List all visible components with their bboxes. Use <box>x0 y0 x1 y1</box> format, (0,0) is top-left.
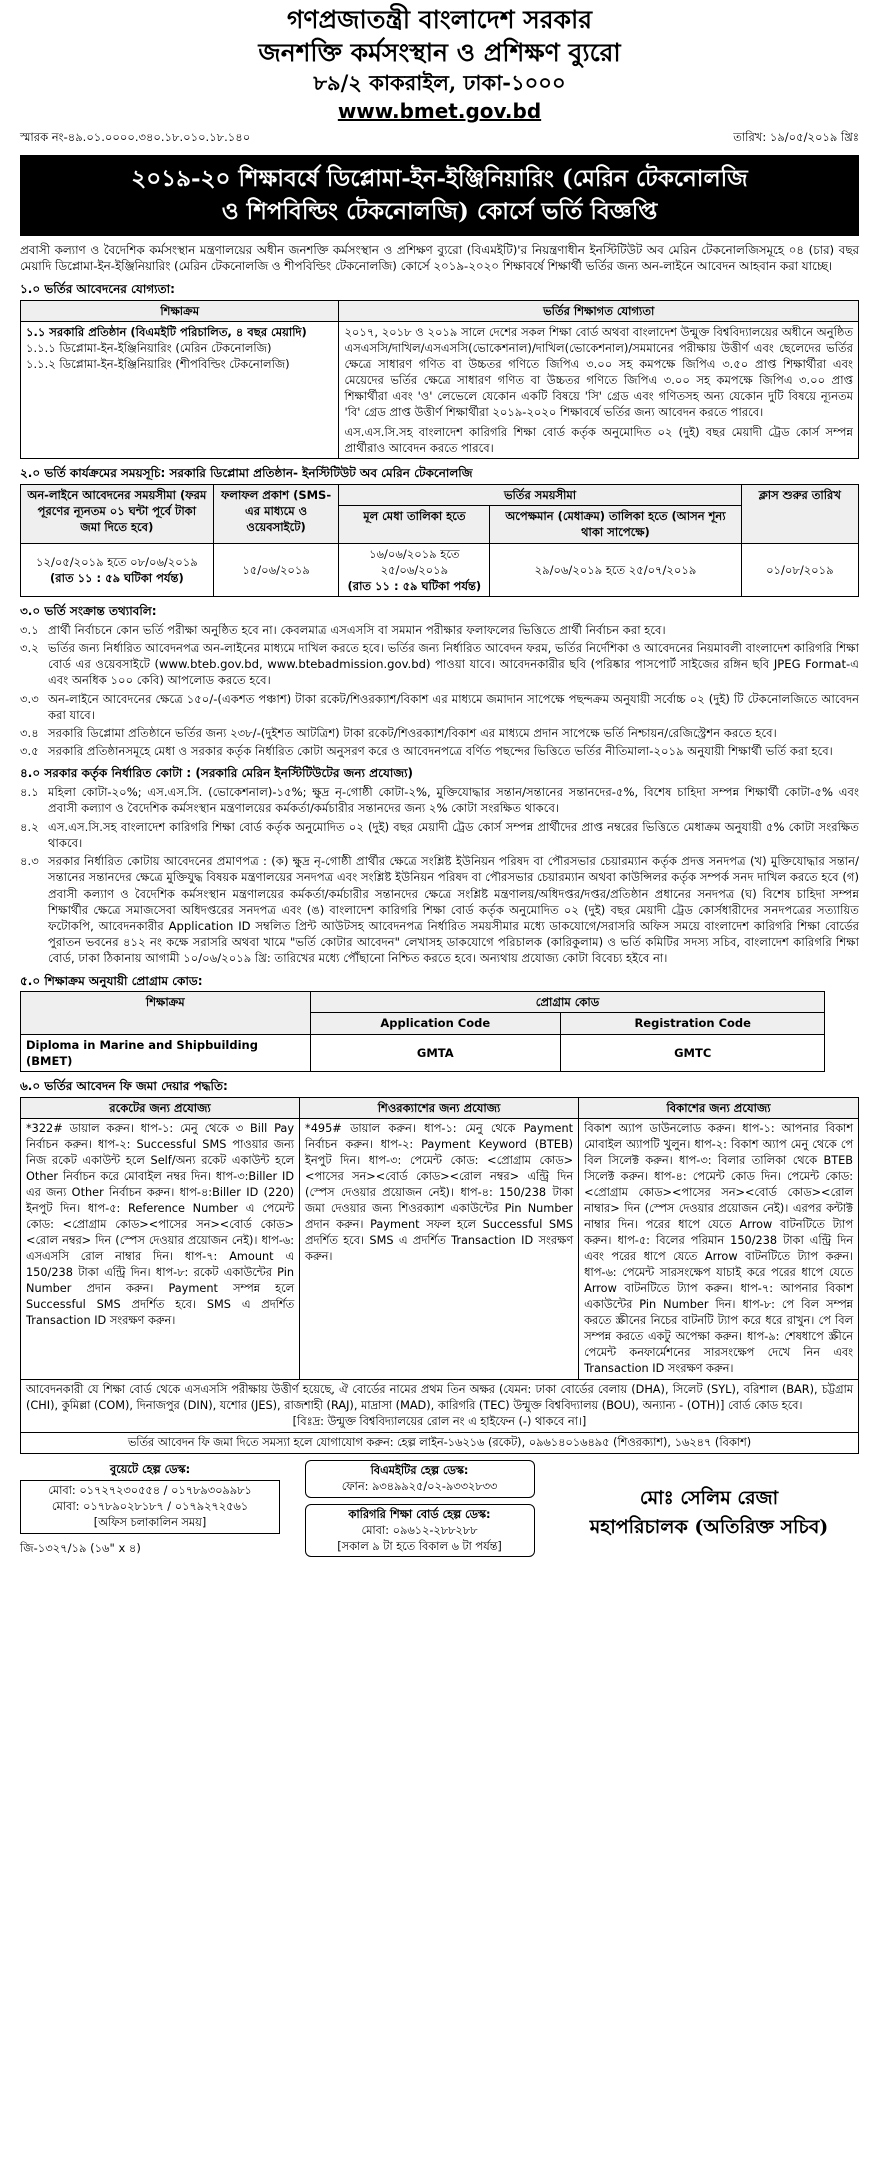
eligibility-qualification-cell <box>339 321 859 459</box>
board-code-note: [বিঃদ্র: উন্মুক্ত বিশ্ববিদ্যালয়ের রোল নং এ হাইফেন (-) থাকবে না।] <box>292 1415 587 1429</box>
item-number: ৩.৪ <box>20 725 39 740</box>
signature-block <box>559 1460 859 1541</box>
title-line-2: ও শিপবিল্ডিং টেকনোলজি) কোর্সে ভর্তি বিজ্ঞপ্তি <box>221 197 658 225</box>
qualification-trade-text: এস.এস.সি.সহ বাংলাদেশ কারিগরি শিক্ষা বোর্ড কর্তৃক অনুমোদিত ০২ (দুই) বছর মেয়াদী ট্রেড কোর্স সম্পন্ন প্রার্থীরাও আবেদন করতে পারবে। <box>344 425 853 456</box>
info-item <box>20 725 859 741</box>
info-item <box>20 743 859 759</box>
board-code-cell <box>21 1380 859 1433</box>
item-text: সরকারি ডিপ্লোমা প্রতিষ্ঠানে ভর্তির জন্য ২৩৮/-(দুইশত আটত্রিশ) টাকা রকেট/শিওরক্যাশ/বিকাশ এর মাধ্যমে প্রদান সাপেক্ষে ভর্তি নিশ্চায়ন/রেজিস্ট্রেশন করতে হবে। <box>48 725 777 740</box>
program-col-course: শিক্ষাক্রম <box>21 992 311 1034</box>
buet-help-contacts <box>20 1480 280 1533</box>
item-number: ৪.২ <box>20 819 39 834</box>
item-text: ভর্তির জন্য নির্ধারিত আবেদনপত্র অন-লাইনের মাধ্যমে দাখিল করতে হবে। ভর্তির জন্য নির্ধারিত আবেদন ফরম, ভর্তির নির্দেশিকা ও আবেদনের নিয়মাবলী বাংলাদেশ কারিগরি শিক্ষা বোর্ড এর ওয়েবসাইটে (www.bteb.gov.bd, www.btebadmission.gov.bd) পাওয়া যাবে। আবেদনকারীর ছবি (পরিষ্কার পাসপোর্ট সাইজের রঙ্গিন ছবি JPEG Format-এ এবং অনধিক ১০০ কেবি) আপলোড করতে হবে। <box>48 640 859 688</box>
item-text: প্রার্থী নির্বাচনে কোন ভর্তি পরীক্ষা অনুষ্ঠিত হবে না। কেবলমাত্র এসএসসি বা সমমান পরীক্ষার ফলাফলের ভিত্তিতে প্রার্থী নির্বাচন করা হবে। <box>48 622 666 637</box>
item-number: ৪.১ <box>20 785 39 800</box>
government-name: গণপ্রজাতন্ত্রী বাংলাদেশ সরকার <box>287 5 592 34</box>
schedule-apply-cell <box>21 543 214 596</box>
office-address: ৮৯/২ কাকরাইল, ঢাকা-১০০০ <box>313 70 566 95</box>
schedule-merit-cell <box>339 543 490 596</box>
signer-designation: মহাপরিচালক (অতিরিক্ত সচিব) <box>589 1515 829 1538</box>
program-col-application: Application Code <box>310 1013 560 1034</box>
quota-item <box>20 853 859 967</box>
bmet-phone: ফোন: ৯৩৪৯৯২৫/০২-৯৩৩২৮৩৩ <box>341 1480 498 1494</box>
application-code: GMTA <box>310 1034 560 1071</box>
item-text: এস.এস.সি.সহ বাংলাদেশ কারিগরি শিক্ষা বোর্ড কর্তৃক অনুমোদিত ০২ (দুই) বছর মেয়াদী ট্রেড কোর্স সম্পন্ন প্রার্থীদের প্রাপ্ত নম্বরের ভিত্তিতে মেধাক্রম অনুযায়ী ৫% কোটা সংরক্ষিত থাকবে। <box>48 819 859 850</box>
memo-number: স্মারক নং-৪৯.০১.০০০০.৩৪০.১৮.০১০.১৮.১৪০ <box>20 130 251 145</box>
buet-hours: [অফিস চলাকালিন সময়] <box>93 1515 207 1529</box>
item-number: ৪.৩ <box>20 854 39 869</box>
schedule-col-merit: মূল মেধা তালিকা হতে <box>339 506 490 543</box>
section-2-heading: ২.০ ভর্তি কার্যক্রমের সময়সূচি: সরকারি ডিপ্লোমা প্রতিষ্ঠান- ইনস্টিটিউট অব মেরিন টেকনোলজি <box>20 466 473 481</box>
program-course-name: Diploma in Marine and Shipbuilding (BMET) <box>21 1034 311 1071</box>
apply-dates: ১২/০৫/২০১৯ হতে ০৮/০৬/২০১৯ <box>36 554 198 569</box>
merit-deadline: (রাত ১১ : ৫৯ ঘটিকা পর্যন্ত) <box>347 578 482 593</box>
buet-phone-2: মোবা: ০১৭৮৯০২৮১৮৭ / ০১৭৯২৭২৫৬১ <box>51 1499 249 1513</box>
item-number: ৩.২ <box>20 640 39 655</box>
program-col-registration: Registration Code <box>560 1013 824 1034</box>
buet-phone-1: মোবা: ০১৭২৭২৩০৫৫৪ / ০১৭৮৯৩০৯৯৮১ <box>48 1484 252 1498</box>
info-item <box>20 691 859 723</box>
section-5-heading: ৫.০ শিক্ষাক্রম অনুযায়ী প্রোগ্রাম কোড: <box>20 973 203 988</box>
bureau-name: জনশক্তি কর্মসংস্থান ও প্রশিক্ষণ ব্যুরো <box>258 37 621 67</box>
payment-col-surecash: শিওরক্যাশের জন্য প্রযোজ্য <box>300 1097 579 1118</box>
center-help-desks <box>305 1460 535 1557</box>
eligibility-table <box>20 300 859 460</box>
notice-title-banner <box>20 155 859 235</box>
waiting-dates: ২৯/০৬/২০১৯ হতে ২৫/০৭/২০১৯ <box>490 543 741 596</box>
bteb-help-desk <box>305 1504 535 1557</box>
quota-item <box>20 784 859 816</box>
schedule-col-admission: ভর্তির সময়সীমা <box>339 485 741 506</box>
item-text: সরকারি প্রতিষ্ঠানসমূহে মেধা ও সরকার কর্তৃক নির্ধারিত কোটা অনুসরণ করে ও আবেদনপত্রে বর্ণিত পছন্দের ভিত্তিতে ভর্তির নীতিমালা-২০১৯ অনুযায়ী শিক্ষার্থী ভর্তি করা হবে। <box>48 744 833 759</box>
header <box>20 4 859 145</box>
buet-help-desk <box>20 1460 280 1555</box>
surecash-instructions: *495# ডায়াল করুন। ধাপ-১: মেনু থেকে Payment নির্বাচন করুন। ধাপ-২: Payment Keyword (BTEB) ইনপুট দিন। ধাপ-৩: পেমেন্ট কোড: <প্রোগ্রাম কোড><পাসের সন><বোর্ড কোড><রোল নম্বর> এন্ট্রি দিন (স্পেস দেওয়ার প্রয়োজন নেই)। ধাপ-৪: 150/238 টাকা জমা দেওয়ার জন্য শিওরক্যাশ একাউন্টের Pin Number প্রদান করুন। Payment সফল হলে Successful SMS প্রদর্শিত হবে। SMS এ প্রদর্শিত Transaction ID সংরক্ষণ করুন। <box>300 1118 579 1380</box>
title-line-1: ২০১৯-২০ শিক্ষাবর্ষে ডিপ্লোমা-ইন-ইঞ্জিনিয়ারিং (মেরিন টেকনোলজি <box>131 165 748 193</box>
section-3-heading: ৩.০ ভর্তি সংক্রান্ত তথ্যাবলি: <box>20 603 157 618</box>
section-4-heading: ৪.০ সরকার কর্তৃক নির্ধারিত কোটা : (সরকারি মেরিন ইনস্টিটিউটের জন্য প্রযোজ্য) <box>20 766 414 781</box>
program-code-table <box>20 991 825 1071</box>
board-code-text: আবেদনকারী যে শিক্ষা বোর্ড থেকে এসএসসি পরীক্ষায় উত্তীর্ণ হয়েছে, ঐ বোর্ডের নামের প্রথম তিন অক্ষর (যেমন: ঢাকা বোর্ডের বেলায় (DHA), সিলেট (SYL), বরিশাল (BAR), চট্টগ্রাম (CHI), কুমিল্লা (COM), দিনাজপুর (DIN), যশোর (JES), রাজশাহী (RAJ), মাদ্রাসা (MAD), কারিগরি (TEC) উন্মুক্ত বিশ্ববিদ্যালয় (BOU), অন্যান্য - (OTH)] বোর্ড কোড হবে। <box>26 1383 853 1413</box>
payment-col-bkash: বিকাশের জন্য প্রযোজ্য <box>579 1097 859 1118</box>
schedule-col-waiting: অপেক্ষমান (মেধাক্রম) তালিকা হতে (আসন শূন্য থাকা সাপেক্ষে) <box>490 506 741 543</box>
schedule-table <box>20 484 859 597</box>
bteb-phone: মোবা: ০৯৬১২-২৮৮২৮৮ <box>361 1523 478 1537</box>
bteb-help-title: কারিগরি শিক্ষা বোর্ড হেল্প ডেস্ক: <box>348 1507 491 1521</box>
bmet-help-title: বিএমইটির হেল্প ডেস্ক: <box>370 1464 469 1478</box>
item-text: সরকার নির্ধারিত কোটায় আবেদনের প্রমাণপত্র : (ক) ক্ষুদ্র নৃ-গোষ্ঠী প্রার্থীর ক্ষেত্রে সংশ্লিষ্ট ইউনিয়ন পরিষদ বা পৌরসভার চেয়ারম্যান কর্তৃক প্রদত্ত সনদপত্র (খ) মুক্তিযোদ্ধার সন্তান/সন্তানের সন্তানদের ক্ষেত্রে মুক্তিযুদ্ধ বিষয়ক মন্ত্রণালয়ের সনদপত্র এবং সংশ্লিষ্ট ইউনিয়ন পরিষদ বা পৌরসভার চেয়ারম্যান অথবা কাউন্সিলর কর্তৃক সম্পর্ক সনদ দাখিল করতে হবে (গ) প্রবাসী কল্যাণ ও বৈদেশিক কর্মসংস্থান মন্ত্রণালয়ের কর্মকর্তা/কর্মচারীর সন্তানদের ক্ষেত্রে সংশ্লিষ্ট মন্ত্রণালয়/অধিদপ্তর/দপ্তর/প্রতিষ্ঠান প্রধানের সনদপত্র (ঘ) বিশেষ চাহিদা সম্পন্ন শিক্ষার্থীর ক্ষেত্রে সমাজসেবা অধিদপ্তরের সনদপত্র এবং (ঙ) বাংলাদেশ কারিগরি শিক্ষা বোর্ড কর্তৃক অনুমোদিত ০২ (দুই) বছর মেয়াদী ট্রেড কোর্সধারীদের সনদপত্রের সত্যায়িত ফটোকপি, আবেদনকারীর Application ID সম্বলিত প্রিন্ট আউটসহ আবেদনপত্র নির্ধারিত সময়সীমার মধ্যে ডাকযোগে/সরাসরি অফিস সময়ে বাংলাদেশ কারিগরি শিক্ষা বোর্ডের পুরাতন ভবনের ৪১২ নং কক্ষে সরাসরি অথবা খামে "ভর্তি কোটার আবেদন" লেখাসহ ডাকযোগে পরিচালক (কারিকুলাম) ও ভর্তি কমিটির সদস্য সচিব, বাংলাদেশ কারিগরি শিক্ষা বোর্ড, ঢাকা ঠিকানায় আগামী ১০/০৬/২০১৯ খ্রি: তারিখের মধ্যে পৌঁছানো নিশ্চিত করতে হবে। অন্যথায় প্রযোজ্য কোটা বিবেচ্য হইবে না। <box>48 854 859 966</box>
item-text: অন-লাইনে আবেদনের ক্ষেত্রে ১৫০/-(একশত পঞ্চাশ) টাকা রকেট/শিওরক্যাশ/বিকাশ এর মাধ্যমে জমাদান সাপেক্ষে পছন্দক্রম অনুযায়ী সর্বোচ্চ ০২ (দুই) টি টেকনোলজিতে আবেদন করা যাবে। <box>48 691 859 722</box>
schedule-col-result: ফলাফল প্রকাশ (SMS-এর মাধ্যমে ও ওয়েবসাইটে) <box>213 485 339 543</box>
payment-col-rocket: রকেটের জন্য প্রযোজ্য <box>21 1097 300 1118</box>
course-group: ১.১ সরকারি প্রতিষ্ঠান (বিএমইটি পরিচালিত, ৪ বছর মেয়াদি) <box>26 324 307 339</box>
class-start-date: ০১/০৮/২০১৯ <box>741 543 858 596</box>
payment-helpline: ভর্তির আবেদন ফি জমা দিতে সমস্যা হলে যোগাযোগ করুন: হেল্প লাইন-১৬২১৬ (রকেট), ০৯৬১৪০১৬৪৯৫ (শিওরক্যাশ), ১৬২৪৭ (বিকাশ) <box>21 1433 859 1454</box>
course-marine: ১.১.১ ডিপ্লোমা-ইন-ইঞ্জিনিয়ারিং (মেরিন টেকনোলজি) <box>26 340 272 355</box>
apply-deadline: (রাত ১১ : ৫৯ ঘটিকা পর্যন্ত) <box>50 570 184 585</box>
program-col-code: প্রোগ্রাম কোড <box>310 992 825 1013</box>
eligibility-col-qualification: ভর্তির শিক্ষাগত যোগ্যতা <box>339 300 859 321</box>
signer-name: মোঃ সেলিম রেজা <box>639 1487 779 1510</box>
info-item <box>20 640 859 689</box>
eligibility-course-cell <box>21 321 339 459</box>
bteb-hours: [সকাল ৯ টা হতে বিকাল ৬ টা পর্যন্ত] <box>337 1539 502 1553</box>
eligibility-col-course: শিক্ষাক্রম <box>21 300 339 321</box>
section-1-heading: ১.০ ভর্তির আবেদনের যোগ্যতা: <box>20 281 175 296</box>
item-number: ৩.১ <box>20 622 39 637</box>
registration-code: GMTC <box>560 1034 824 1071</box>
item-number: ৩.৫ <box>20 744 39 759</box>
website-link[interactable]: www.bmet.gov.bd <box>337 99 542 124</box>
section-6-heading: ৬.০ ভর্তির আবেদন ফি জমা দেয়ার পদ্ধতি: <box>20 1078 228 1093</box>
result-date: ১৫/০৬/২০১৯ <box>213 543 339 596</box>
qualification-text: ২০১৭, ২০১৮ ও ২০১৯ সালে দেশের সকল শিক্ষা বোর্ড অথবা বাংলাদেশ উন্মুক্ত বিশ্ববিদ্যালয়ের অধীনে অনুষ্ঠিত এসএসসি/দাখিল/এসএসসি(ভোকেশনাল)/দাখিল(ভোকেশনাল)/সমমানের পরীক্ষায় উত্তীর্ণ এবং ছেলেদের ভর্তির ক্ষেত্রে সাধারণ গণিত বা উচ্চতর গণিতে জিপিএ ৩.০০ সহ কমপক্ষে জিপিএ ৩.৫০ প্রাপ্ত শিক্ষার্থীরা এবং মেয়েদের ভর্তির ক্ষেত্রে সাধারণ গণিত বা উচ্চতর গণিতে জিপিএ ৩.০০ সহ কমপক্ষে জিপিএ ৩.০০ প্রাপ্ত শিক্ষার্থীরা এবং 'ও' লেভেলে যেকোন একটি বিষয়ে 'সি' গ্রেড এবং গণিতসহ অন্য যেকোন দুটি বিষয়ে ন্যূনতম 'বি' গ্রেড প্রাপ্ত উত্তীর্ণ শিক্ষার্থীরা ২০১৯-২০২০ শিক্ষাবর্ষে ভর্তির জন্য আবেদন করতে পারবে। <box>344 324 853 420</box>
quota-list <box>20 784 859 966</box>
admission-info-list <box>20 622 859 760</box>
bmet-help-desk <box>305 1460 535 1498</box>
info-item <box>20 622 859 638</box>
buet-help-title: বুয়েটে হেল্প ডেস্ক: <box>109 1463 191 1477</box>
quota-item <box>20 819 859 851</box>
course-shipbuilding: ১.১.২ ডিপ্লোমা-ইন-ইঞ্জিনিয়ারিং (শীপবিল্ডিং টেকনোলজি) <box>26 356 290 371</box>
item-number: ৩.৩ <box>20 691 39 706</box>
ad-code: জি-১৩২৭/১৯ (১৬" x ৪) <box>20 1540 141 1555</box>
notice-date: তারিখ: ১৯/০৫/২০১৯ খ্রিঃ <box>733 130 859 145</box>
item-text: মহিলা কোটা-২০%; এস.এস.সি. (ভোকেশনাল)-১৫%; ক্ষুদ্র নৃ-গোষ্ঠী কোটা-২%, মুক্তিযোদ্ধার সন্তান/সন্তানের সন্তানদের-৫%, বিশেষ চাহিদা সম্পন্ন শিক্ষার্থী কোটা-৫% এবং প্রবাসী কল্যাণ ও বৈদেশিক কর্মসংস্থান মন্ত্রণালয়ের কর্মকর্তা/কর্মচারীর সন্তানদের জন্য ২% কোটা সংরক্ষিত থাকবে। <box>48 785 859 816</box>
merit-dates: ১৬/০৬/২০১৯ হতে ২৫/০৬/২০১৯ <box>369 546 460 577</box>
schedule-col-class: ক্লাস শুরুর তারিখ <box>741 485 858 543</box>
rocket-instructions: *322# ডায়াল করুন। ধাপ-১: মেনু থেকে ৩ Bill Pay নির্বাচন করুন। ধাপ-২: Successful SMS পাওয়ার জন্য নিজ রকেট একাউন্ট হলে Self/অন্য রকেট একাউন্ট হলে Other নির্বাচন করে মোবাইল নম্বর দিন। ধাপ-৩:Biller ID এর জন্য Other নির্বাচন করুন। ধাপ-৪:Biller ID (220) ইনপুট দিন। ধাপ-৫: Reference Number এ পেমেন্ট কোড: <প্রোগ্রাম কোড><পাসের সন><বোর্ড কোড><রোল নম্বর> দিন (স্পেস দেওয়ার প্রয়োজন নেই)। ধাপ-৬: এসএসসি রোল নাম্বার দিন। ধাপ-৭: Amount এ 150/238 টাকা এন্ট্রি দিন। ধাপ-৮: রকেট একাউন্টের Pin Number প্রদান করুন। Payment সম্পন্ন হলে Successful SMS প্রদর্শিত হবে। SMS এ প্রদর্শিত Transaction ID সংরক্ষণ করুন। <box>21 1118 300 1380</box>
payment-method-table <box>20 1097 859 1455</box>
bkash-instructions: বিকাশ অ্যাপ ডাউনলোড করুন। ধাপ-১: আপনার বিকাশ মোবাইল অ্যাপটি খুলুন। ধাপ-২: বিকাশ অ্যাপ মেনু থেকে পে বিল সিলেক্ট করুন। ধাপ-৩: বিলার তালিকা থেকে BTEB সিলেক্ট করুন। ধাপ-৪: পেমেন্ট কোড দিন। পেমেন্ট কোড: <প্রোগ্রাম কোড><পাসের সন><বোর্ড কোড><রোল নাম্বার> দিন (স্পেস দেওয়ার প্রয়োজন নেই)। এরপর কন্টাক্ট নাম্বার দিন। পরের ধাপে যেতে Arrow বাটনটিতে ট্যাপ করুন। ধাপ-৫: বিলের পরিমান 150/238 টাকা এন্ট্রি দিন এবং পরের ধাপে যেতে Arrow বাটনটিতে ট্যাপ করুন। ধাপ-৬: পেমেন্ট সারসংক্ষেপ যাচাই করে পরের ধাপে যেতে Arrow বাটনটিতে ট্যাপ করুন। ধাপ-৭: আপনার বিকাশ একাউন্টের Pin Number দিন। ধাপ-৮: পে বিল সম্পন্ন করতে স্ক্রীনের নিচের বাটনটি ট্যাপ করে ধরে রাখুন। পে বিল সম্পন্ন করতে একটু অপেক্ষা করুন। ধাপ-৯: শেষধাপে স্ক্রীনে পেমেন্ট কনফার্মেশনের সারসংক্ষেপ দেখে নিন এবং Transaction ID সংরক্ষণ করুন। <box>579 1118 859 1380</box>
schedule-col-apply: অন-লাইনে আবেদনের সময়সীমা (ফরম পূরণের ন্যূনতম ০১ ঘন্টা পূর্বে টাকা জমা দিতে হবে) <box>21 485 214 543</box>
intro-paragraph: প্রবাসী কল্যাণ ও বৈদেশিক কর্মসংস্থান মন্ত্রণালয়ের অধীন জনশক্তি কর্মসংস্থান ও প্রশিক্ষণ ব্যুরো (বিএমইটি)'র নিয়ন্ত্রণাধীন ইনস্টিটিউট অব মেরিন টেকনোলজিসমূহে ০৪ (চার) বছর মেয়াদি ডিপ্লোমা-ইন-ইঞ্জিনিয়ারিং (মেরিন টেকনোলজি ও শীপবিল্ডিং টেকনোলজি) কোর্সে ২০১৯-২০২০ শিক্ষাবর্ষে শিক্ষার্থী ভর্তির জন্য অন-লাইনে আবেদন আহবান করা যাচ্ছে। <box>20 242 859 274</box>
footer <box>20 1460 859 1557</box>
